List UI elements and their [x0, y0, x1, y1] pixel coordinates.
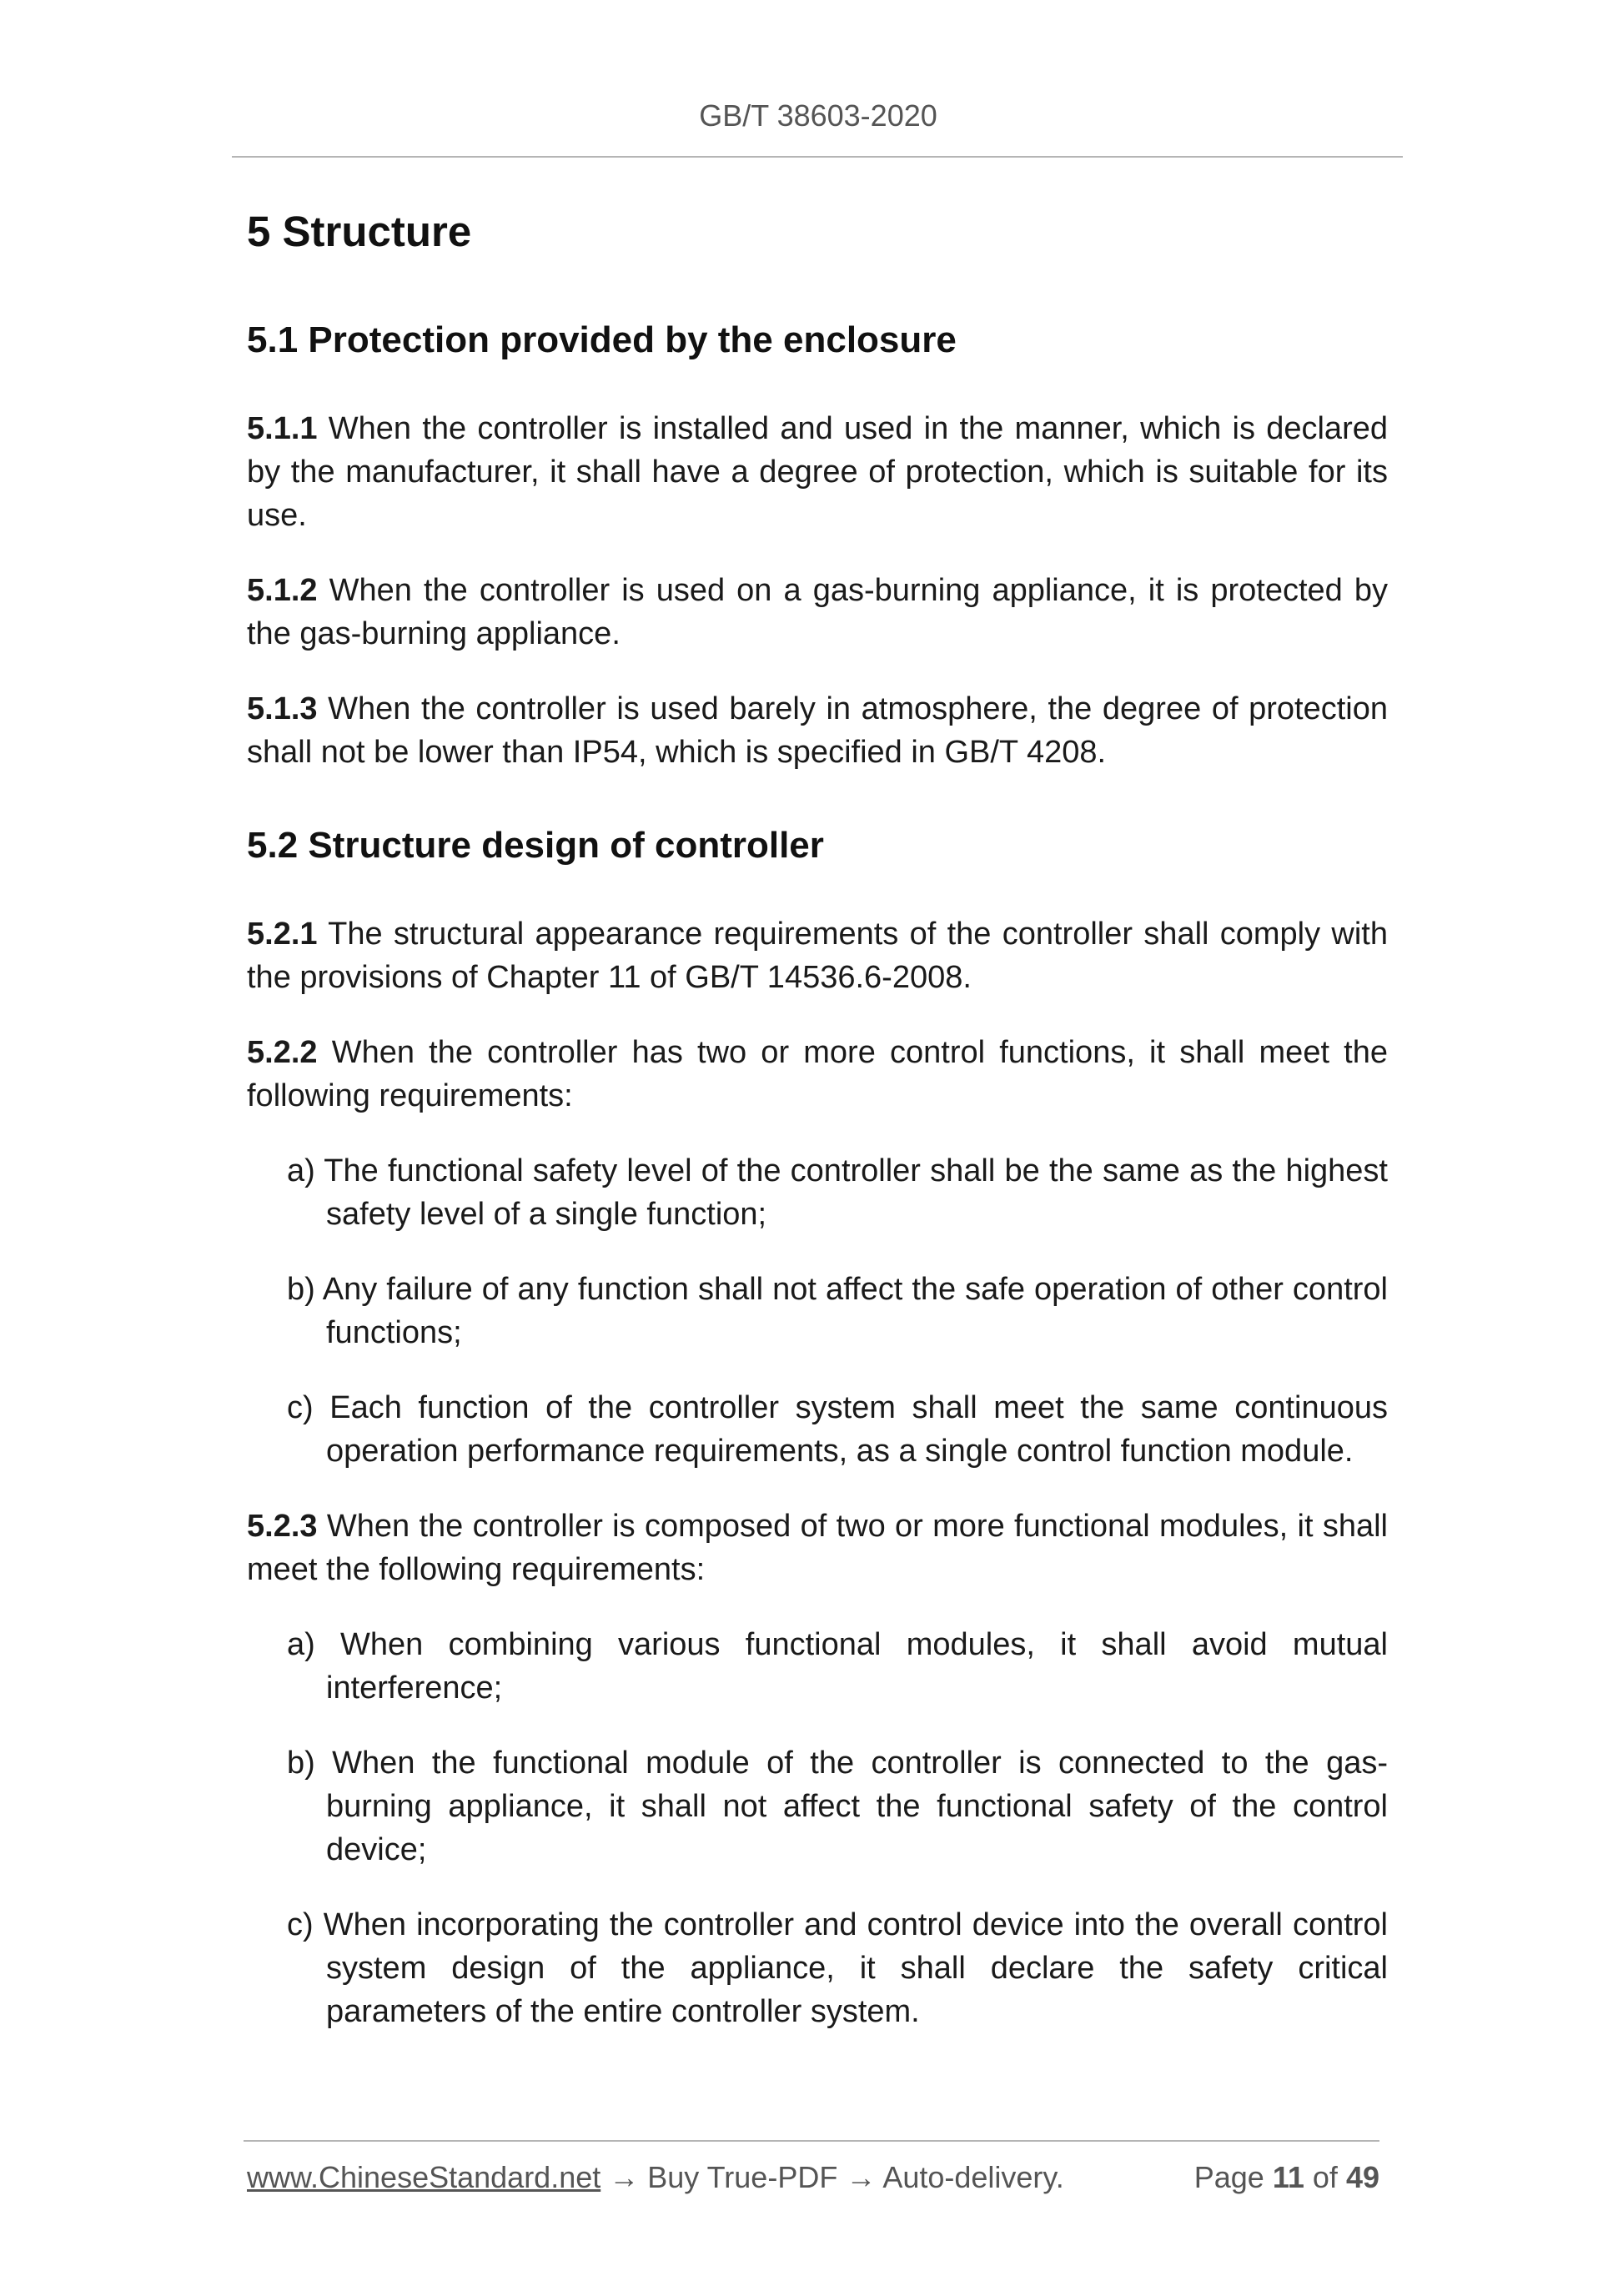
section-title-5-1: 5.1 Protection provided by the enclosure [247, 319, 957, 360]
clause-5-1-1 [247, 407, 1388, 537]
list-item-5-2-3-c: c) When incorporating the controller and control device into the overall control system design of the appliance, it shall declare the safety critical parameters of the entire controller system. [287, 1907, 1388, 2029]
clause-number: 5.2.2 [247, 1035, 318, 1070]
clause-text: When the controller is composed of two or more functional modules, it shall meet the following requirements: [247, 1509, 1388, 1587]
clause-5-2-2 [247, 1031, 1388, 1118]
clause-text: When the controller is used on a gas-burning appliance, it is protected by the gas-burning appliance. [247, 573, 1389, 651]
footer-divider [244, 2140, 1379, 2142]
page-label: Page [1193, 2160, 1264, 2194]
clause-number: 5.1.1 [247, 411, 318, 446]
of-label: of [1312, 2160, 1338, 2194]
clause-5-2-3 [247, 1505, 1388, 1591]
clause-text: The structural appearance requirements of the controller shall comply with the provisions of Chapter 11 of GB/T 14536.6-2008. [247, 917, 1389, 995]
list-item-5-2-2-c: c) Each function of the controller system shall meet the same continuous operation performance requirements, as a single control function module. [287, 1390, 1388, 1469]
clause-5-1-2 [247, 569, 1388, 656]
website-link[interactable]: www.ChineseStandard.net [247, 2160, 601, 2194]
footer-tagline: → Buy True-PDF → Auto-delivery. [600, 2160, 1064, 2194]
clause-5-2-1 [247, 912, 1388, 999]
clause-text: When the controller is used barely in atmosphere, the degree of protection shall not be lower than IP54, which is specified in GB/T 4208. [247, 691, 1388, 770]
clause-number: 5.1.3 [247, 691, 318, 726]
document-code-header: GB/T 38603-2020 [699, 98, 937, 133]
list-item-5-2-2-b: b) Any failure of any function shall not affect the safe operation of other control functions; [287, 1272, 1388, 1350]
footer-promo [247, 2160, 1064, 2195]
list-item-5-2-3-b: b) When the functional module of the controller is connected to the gas-burning appliance, it shall not affect the functional safety of the control device; [287, 1746, 1388, 1867]
page-content [247, 200, 1388, 2033]
page-total: 49 [1345, 2160, 1379, 2194]
clause-number: 5.2.1 [247, 917, 318, 952]
list-item-5-2-2-a: a) The functional safety level of the controller shall be the same as the highest safety level of a single function; [287, 1153, 1388, 1232]
page-indicator [1194, 2160, 1379, 2195]
chapter-title: 5 Structure [247, 208, 472, 255]
clause-text: When the controller has two or more control functions, it shall meet the following requirements: [247, 1035, 1389, 1113]
list-item-5-2-3-a: a) When combining various functional modules, it shall avoid mutual interference; [287, 1627, 1388, 1706]
clause-5-1-3 [247, 687, 1388, 774]
page-footer [247, 2160, 1379, 2195]
section-title-5-2: 5.2 Structure design of controller [247, 825, 824, 866]
header-divider [232, 156, 1403, 158]
page-number: 11 [1272, 2160, 1304, 2194]
clause-number: 5.2.3 [247, 1509, 318, 1544]
clause-text: When the controller is installed and used in the manner, which is declared by the manufacturer, it shall have a degree of protection, which is suitable for its use. [247, 411, 1388, 533]
clause-number: 5.1.2 [247, 573, 318, 608]
